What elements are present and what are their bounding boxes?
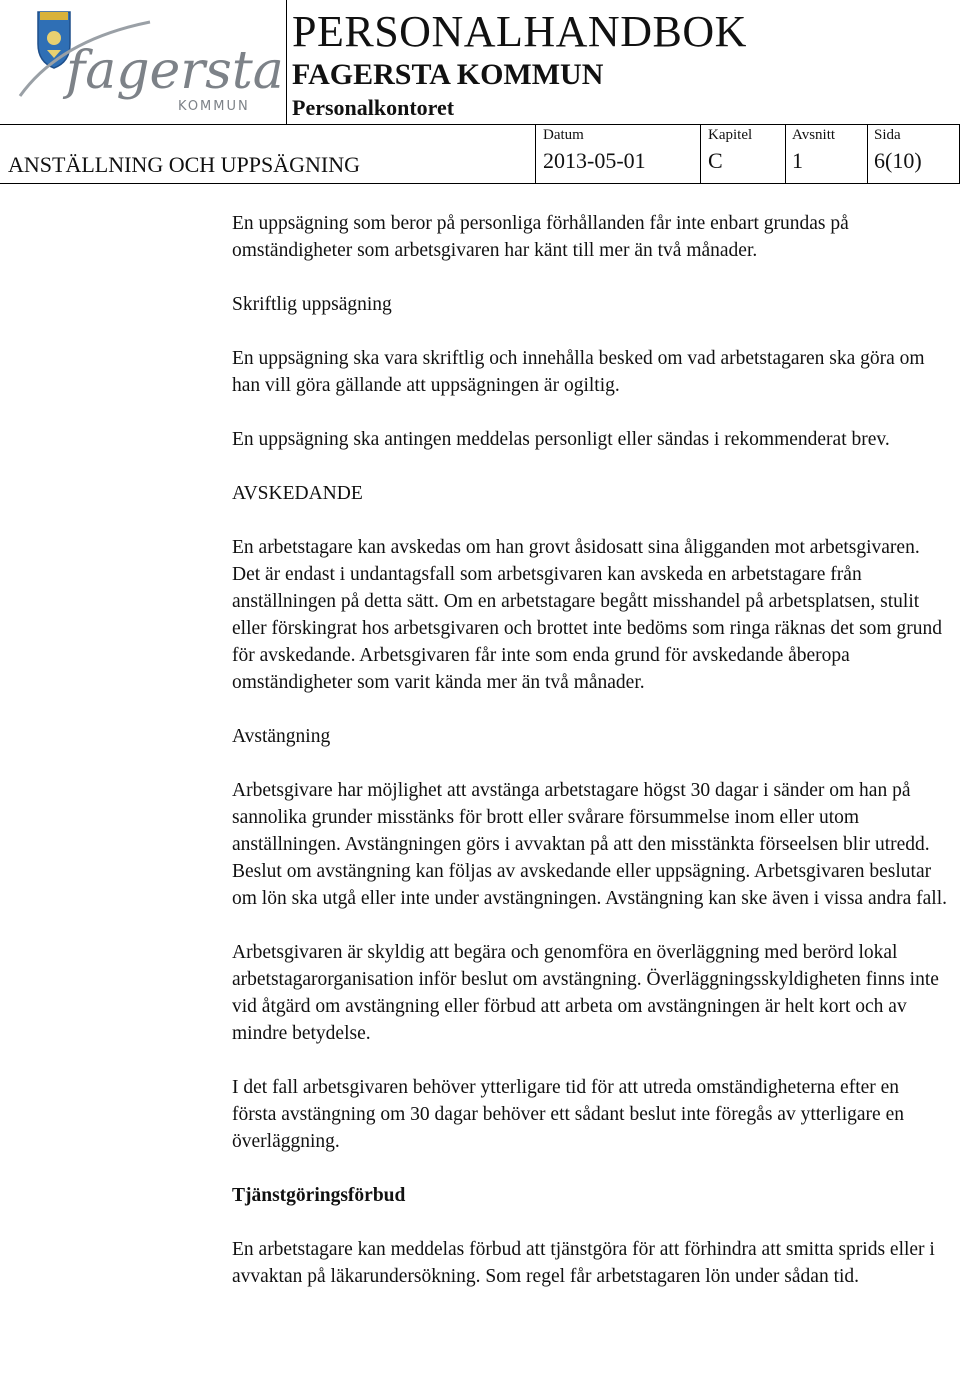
avsnitt-value: 1: [792, 148, 803, 173]
datum-label: Datum: [543, 127, 584, 143]
datum-value: 2013-05-01: [543, 148, 646, 173]
sida-label: Sida: [874, 127, 901, 143]
meta-divider: [785, 124, 786, 183]
avsnitt-label: Avsnitt: [792, 127, 836, 143]
paragraph: En uppsägning ska antingen meddelas personligt eller sändas i rekommenderat brev.: [232, 429, 890, 450]
document-header: [0, 0, 960, 184]
sida-value: 6(10): [874, 148, 922, 173]
header-divider: [0, 124, 960, 125]
section-heading: Avstängning: [232, 726, 331, 747]
paragraph: En uppsägning ska vara skriftlig och innehålla besked om vad arbetstagaren ska göra om han vill göra gällande att uppsägningen är ogiltig.: [232, 348, 925, 396]
paragraph: En uppsägning som beror på personliga förhållanden får inte enbart grundas på omständigheter som arbetsgivaren har känt till mer än två månader.: [232, 213, 849, 261]
document-title: PERSONALHANDBOK: [292, 7, 747, 56]
section-heading: Tjänstgöringsförbud: [232, 1185, 406, 1206]
meta-divider: [867, 124, 868, 183]
kapitel-label: Kapitel: [708, 127, 753, 143]
header-titles: [292, 8, 952, 122]
paragraph: I det fall arbetsgivaren behöver ytterligare tid för att utreda omständigheterna efter en första avstängning om 30 dagar behöver ett sådant beslut inte föregås av ytterligare en överläggning.: [232, 1077, 904, 1152]
logo-area: [0, 0, 287, 124]
document-body: [232, 210, 947, 1317]
paragraph: Arbetsgivare har möjlighet att avstänga arbetstagare högst 30 dagar i sänder om han på sannolika grunder misstänks för brott eller svårare försummelse inom eller utom anställningen. Avstängningen görs i avvaktan på att den misstänkta förseelsen blir utredd. Beslut om avstängning kan följas av avskedande eller uppsägning. Arbetsgivaren beslutar om lön ska utgå eller inte under avstängningen. Avstängning kan ske även i vissa andra fall.: [232, 780, 947, 909]
svg-text:fagersta: fagersta: [66, 41, 284, 101]
paragraph: Arbetsgivaren är skyldig att begära och genomföra en överläggning med berörd lokal arbetstagarorganisation inför beslut om avstängning. Överläggningsskyldigheten finns inte vid åtgärd om avstängning eller förbud att arbeta om avstängningen är helt kort och av mindre betydelse.: [232, 942, 939, 1044]
svg-text:KOMMUN: KOMMUN: [178, 99, 250, 114]
paragraph: En arbetstagare kan meddelas förbud att tjänstgöra för att förhindra att smitta sprids eller i avvaktan på läkarundersökning. Som regel får arbetstagaren lön under sådan tid.: [232, 1239, 935, 1287]
kapitel-value: C: [708, 148, 723, 173]
document-subject: ANSTÄLLNING OCH UPPSÄGNING: [8, 152, 361, 177]
header-bottom-rule: [0, 183, 960, 184]
section-heading: AVSKEDANDE: [232, 483, 363, 504]
meta-divider: [700, 124, 701, 183]
fagersta-logo: [0, 0, 286, 124]
meta-divider: [535, 124, 536, 183]
section-heading: Skriftlig uppsägning: [232, 294, 392, 315]
paragraph: En arbetstagare kan avskedas om han grovt åsidosatt sina åligganden mot arbetsgivaren. Det är endast i undantagsfall som arbetsgivaren kan avskeda en arbetstagare från anställningen på detta sätt. Om en arbetstagare begått misshandel på arbetsplatsen, stulit eller förskingrat hos arbetsgivaren och brottet inte bedöms som ringa räknas det som grund för avskedande. Arbetsgivaren får inte som enda grund för avskedande åberopa omständigheter som varit kända mer än två månader.: [232, 537, 942, 693]
organization-name: FAGERSTA KOMMUN: [292, 58, 604, 91]
department-name: Personalkontoret: [292, 95, 455, 120]
